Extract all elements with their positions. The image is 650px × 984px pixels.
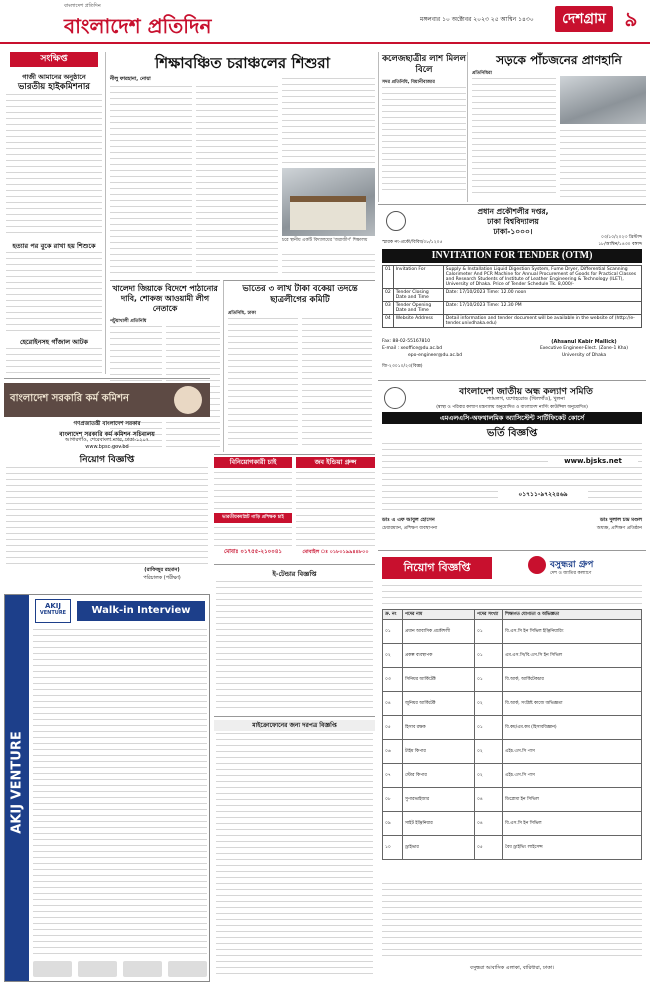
jobs-cell-req: ডিপ্লোমা ইন সিভিল <box>503 788 642 812</box>
jobs-col-header: পদের নাম <box>403 610 475 620</box>
lead-headline: শিক্ষাবঞ্চিত চরাঞ্চলের শিশুরা <box>154 54 331 72</box>
akij-walkin-ad <box>4 594 210 982</box>
tender-city: ঢাকা-১০০০। <box>493 227 533 236</box>
jobs-cell-no: ০২ <box>383 644 403 668</box>
jobs-cell-post: সাইট ইঞ্জিনিয়ার <box>403 812 475 836</box>
ad-phone-1: মোবাঃ ০১৭৫৫-২১০০৪১ <box>224 549 282 555</box>
tender-row <box>383 266 642 289</box>
classified-ads <box>214 454 375 560</box>
jobs-cell-no: ১০ <box>383 836 403 860</box>
khaleda-byline: পটুয়াখালী প্রতিনিধি <box>110 319 147 324</box>
tender-title: INVITATION FOR TENDER (OTM) <box>382 249 642 263</box>
jobs-row <box>383 836 642 860</box>
jobs-cell-req: বি.আর্ক, সংশ্লিষ্ট কাজে অভিজ্ঞতা <box>503 692 642 716</box>
tender-office: প্রধান প্রকৌশলীর দপ্তর, <box>477 207 549 216</box>
tender-signer: (Ahsanul Kabir Mallick) <box>551 339 617 345</box>
jobs-title: নিয়োগ বিজ্ঞপ্তি <box>382 557 492 579</box>
accident-headline: সড়কে পাঁচজনের প্রাণহানি <box>496 53 622 67</box>
jobs-cell-count: ০১ <box>475 716 503 740</box>
tender-cell: Tender Opening Date and Time <box>393 302 443 315</box>
page-number: ৯ <box>624 7 638 31</box>
jobs-cell-no: ০৮ <box>383 788 403 812</box>
ad-trainer-title: ভারতীয়কমপ্লিট গাড়ি প্রশিক্ষক চাই <box>214 513 292 523</box>
bpsc-secretariat: বাংলাদেশ সরকারি কর্ম কমিশন সচিবালয় <box>59 431 155 438</box>
jobs-cell-post: হিসাব রক্ষক <box>403 716 475 740</box>
newspaper-logo: বাংলাদেশ প্রতিদিন <box>64 14 212 38</box>
committee-headline: ভাতের ৩ লাখ টাকা বকেয়া তদন্তে ছাত্রলীগের কমিটি <box>242 284 358 305</box>
logo-tagline: বাংলাদেশ প্রতিদিন <box>64 3 101 9</box>
jobs-cell-post: স্টোর কিপার <box>403 764 475 788</box>
tender-ref: জি-২৩০১০/২৩(বিজ্ঞ) <box>382 364 423 369</box>
tender-cell: 04 <box>383 315 394 328</box>
section-title: দেশগ্রাম <box>555 6 613 32</box>
bpsc-notice <box>4 378 210 590</box>
brand-logo-1 <box>33 961 72 977</box>
ad-investor-body <box>214 470 292 510</box>
tender-cell: Supply & Installation Liquid Digestion System, Fume Dryer, Differential Scanning Calorimeter And PCR Machine for Annual Procurement of Goods for Practical Classes and Research Students of Institute of Leather Engineering & Technology (ILET), University of Dhaka. Price of Tender Schedule Tk. 8,000/- <box>443 266 641 289</box>
tender-table <box>382 265 642 328</box>
jobs-intro <box>382 583 642 605</box>
jobs-cell-req: বি.এস.সি ইন সিভিল ইঞ্জিনিয়ারিং <box>503 620 642 644</box>
tender-cell: Tender Closing Date and Time <box>393 289 443 302</box>
lead-body-col3 <box>282 76 375 164</box>
mid-byline: সদর প্রতিনিধি, বিয়ানীবাজার <box>382 80 435 85</box>
tender-table-wrap <box>382 265 642 328</box>
lead-body-col2 <box>196 84 278 277</box>
mid-story <box>378 52 468 202</box>
brand-logo-3 <box>123 961 162 977</box>
akij-logo <box>35 599 71 623</box>
brief-3-body <box>6 346 102 374</box>
jobs-cell-post: প্রধান আবাসিক প্রকৌশলী <box>403 620 475 644</box>
etender-notice <box>214 564 375 714</box>
admission-body <box>382 441 642 511</box>
accident-byline: প্রতিনিধিরা <box>472 71 492 76</box>
akij-title: Walk-in Interview <box>77 601 205 621</box>
jobs-cell-req: এম.এস.সি/বি.এস.সি ইন সিভিল <box>503 644 642 668</box>
issue-date: মঙ্গলবার ১০ অক্টোবর ২০২৩ ২৫ আশ্বিন ১৪৩০ <box>420 16 534 23</box>
akij-logo-text: AKIJ <box>44 602 62 610</box>
admission-org: বাংলাদেশ জাতীয় অন্ধ কল্যাণ সমিতি <box>459 387 593 397</box>
bashundhara-logo-icon <box>528 556 546 574</box>
admission-approval: (স্বাস্থ্য ও পরিবার কল্যাণ মন্ত্রণালয় অনুমোদিত ও বাংলাদেশ নার্সিং কাউন্সিল অনুমোদিত) <box>436 405 588 410</box>
jobs-cell-post: সুপারভাইজার <box>403 788 475 812</box>
jobs-row <box>383 764 642 788</box>
jobs-col-header: ক্র. নং <box>383 610 403 620</box>
ad-job-body <box>296 470 375 510</box>
jobs-table-body <box>383 620 642 860</box>
bashundhara-jobs <box>378 550 646 982</box>
masthead <box>0 0 650 44</box>
admission-course: এমএলএসি-অফথালমিক অ্যাসিস্টেন্ট সার্টিফিকেট কোর্সে <box>382 412 642 424</box>
jobs-col-header: পদের সংখ্যা <box>475 610 503 620</box>
jobs-cell-req: বি.আর্ক, আর্কিটেকচার <box>503 668 642 692</box>
committee-body-1 <box>228 316 298 449</box>
committee-story <box>223 280 375 452</box>
tender-cell: Date: 17/10/2023 Time: 12.00 noon <box>443 289 641 302</box>
brief-1-subtitle: ভারতীয় হাইকমিশনার <box>18 82 90 92</box>
tender-date-en: ০৩/১০/২০২৩ খ্রিস্টাব্দ <box>600 235 642 240</box>
jobs-cell-count: ০৪ <box>475 812 503 836</box>
bpsc-banner-text: বাংলাদেশ সরকারি কর্ম কমিশন <box>10 393 129 404</box>
accident-photo <box>560 76 646 124</box>
etender-title: ই-টেন্ডার বিজ্ঞপ্তি <box>272 570 317 578</box>
ad-job-body-2 <box>296 513 375 547</box>
lead-byline: নীলু ফারহানা, নোয়া <box>110 76 151 82</box>
admission-website[interactable]: www.bjsks.net <box>548 457 638 465</box>
tender-signer-org: University of Dhaka <box>561 353 607 358</box>
tender-university: ঢাকা বিশ্ববিদ্যালয় <box>487 217 539 226</box>
jobs-conditions <box>382 881 642 961</box>
admission-title: ভর্তি বিজ্ঞপ্তি <box>486 428 538 439</box>
jobs-cell-req: এইচ.এস.সি পাস <box>503 764 642 788</box>
jobs-cell-count: ০১ <box>475 644 503 668</box>
lead-story <box>110 52 375 277</box>
akij-body <box>33 627 207 957</box>
brief-3-title: হেরোইনসহ গাঁজাল আটক <box>20 338 88 346</box>
brief-1-body <box>6 92 102 237</box>
tender-row <box>383 302 642 315</box>
jobs-cell-count: ০২ <box>475 740 503 764</box>
akij-logo-sub: VENTURE <box>39 610 67 616</box>
accident-story <box>472 52 646 202</box>
tender-cell: Detail information and tender document will be available in the website of (http://e-tender.univdhaka.edu) <box>443 315 641 328</box>
jobs-cell-count: ০১ <box>475 620 503 644</box>
ad-investor-title: বিনিয়োগকারী চাই <box>214 457 292 468</box>
tender-email-2: epo-engineer@du.ac.bd <box>408 353 463 358</box>
jobs-cell-req: বৈধ ড্রাইভিং লাইসেন্স <box>503 836 642 860</box>
lead-body-col4 <box>282 252 375 277</box>
admission-phone: ০১৭১১-৯৭২২৪৬৯ <box>498 489 588 500</box>
jobs-cell-post: ড্রাইভার <box>403 836 475 860</box>
jobs-col-header: শিক্ষাগত যোগ্যতা ও অভিজ্ঞতা <box>503 610 642 620</box>
brief-2-body <box>6 250 102 332</box>
jobs-row <box>383 812 642 836</box>
brief-1-title: গাজী আমানের অনুষ্ঠানে <box>22 73 86 81</box>
bpsc-banner <box>4 383 210 417</box>
jobs-cell-post: জুনিয়র আর্কিটেক্ট <box>403 692 475 716</box>
jobs-footer: বসুন্ধরা আবাসিক এলাকা, বারিধারা, ঢাকা। <box>470 965 554 971</box>
brief-news-column <box>4 52 106 374</box>
akij-side-bar <box>5 595 29 981</box>
akij-brand-logos <box>33 961 207 977</box>
jobs-cell-req: এইচ.এস.সি পাস <box>503 740 642 764</box>
admission-notice <box>378 380 646 546</box>
etender-body <box>216 579 373 709</box>
jobs-table <box>382 609 642 860</box>
jobs-company-sub: দেশ ও জাতির কল্যাণে <box>550 571 592 576</box>
jobs-cell-no: ০৩ <box>383 668 403 692</box>
jobs-cell-count: ০২ <box>475 692 503 716</box>
lead-body-col1 <box>110 84 192 277</box>
tender-cell: 03 <box>383 302 394 315</box>
jobs-row <box>383 620 642 644</box>
jobs-cell-no: ০৬ <box>383 740 403 764</box>
tender-email: E-mail : xeoffice@du.ac.bd <box>382 346 443 351</box>
admission-signer-right: ডাঃ দুলাল চন্দ্র মণ্ডল <box>599 517 642 523</box>
tender-row <box>383 289 642 302</box>
jobs-row <box>383 668 642 692</box>
jobs-cell-req: বি.কম/এম.কম (হিসাববিজ্ঞান) <box>503 716 642 740</box>
jobs-row <box>383 740 642 764</box>
brand-logo-4 <box>168 961 207 977</box>
microphone-notice <box>214 716 375 982</box>
khaleda-headline: খালেদা জিয়াকে বিদেশে পাঠানোর দাবি, শোকজ আওয়ামী লীগ নেতাকে <box>112 284 218 313</box>
bpsc-website[interactable]: www.bpsc.gov.bd <box>85 444 129 450</box>
microphone-body <box>216 731 373 977</box>
tender-row <box>383 315 642 328</box>
ad-trainer-body <box>214 525 292 547</box>
committee-byline: প্রতিনিধি, ঢাকা <box>228 311 256 316</box>
accident-body-col2 <box>560 128 646 198</box>
admission-signer-right-title: অধ্যক্ষ, প্রশিক্ষণ প্রতিষ্ঠান <box>596 526 642 531</box>
brief-2-title: হত্যার পর বুকে রাখা হয় শিশুকে <box>12 242 96 250</box>
bpsc-signer-title: পরিচালক (পরীক্ষা) <box>143 575 181 581</box>
jobs-cell-req: বি.এস.সি ইন সিভিল <box>503 812 642 836</box>
akij-side-brand: AKIJ VENTURE <box>9 731 25 834</box>
committee-body-2 <box>302 316 372 449</box>
jobs-cell-count: ০৫ <box>475 836 503 860</box>
jobs-cell-post: সিনিয়র আর্কিটেক্ট <box>403 668 475 692</box>
mid-body <box>382 85 466 195</box>
jobs-cell-no: ০৫ <box>383 716 403 740</box>
jobs-row <box>383 788 642 812</box>
jobs-row <box>383 644 642 668</box>
ad-phone-2: মোবাইল ঃ ০১৮০১৯৯৪৪৮০০ <box>302 549 369 555</box>
microphone-title: মাইক্রোফোনের জন্য দরপত্র বিজ্ঞপ্তি <box>214 720 375 731</box>
jobs-company: বসুন্ধরা গ্রুপ <box>550 560 594 570</box>
admission-signer-left: ডাঃ এ এফ আবুল হোসেন <box>382 517 435 523</box>
jobs-cell-count: ০২ <box>475 764 503 788</box>
tender-cell: 02 <box>383 289 394 302</box>
tender-cell: Website Address <box>393 315 443 328</box>
jobs-cell-count: ০৪ <box>475 788 503 812</box>
brief-section-title: সংক্ষিপ্ত <box>10 52 98 67</box>
jobs-cell-no: ০৪ <box>383 692 403 716</box>
admission-signer-left-title: চেয়ারম্যান, প্রশিক্ষণ ব্যবস্থাপনা <box>382 526 438 531</box>
tender-cell: Invitation For <box>393 266 443 289</box>
tender-cell: 01 <box>383 266 394 289</box>
jobs-cell-post: প্রকল্প ব্যবস্থাপক <box>403 644 475 668</box>
jobs-cell-no: ০৯ <box>383 812 403 836</box>
bpsc-title: নিয়োগ বিজ্ঞপ্তি <box>79 455 135 465</box>
mid-headline: কলেজছাত্রীর লাশ মিলল বিলে <box>382 54 466 75</box>
jobs-row <box>383 692 642 716</box>
tender-date-bn: ১৮/আশ্বিন/১৪৩০ বঙ্গাব্দ <box>598 242 642 247</box>
school-building-shape <box>290 196 366 230</box>
bpsc-body <box>6 465 208 565</box>
ad-job-title: জব ইন্ডিয়া গ্রুপ্স <box>296 457 375 468</box>
accident-body-col1 <box>472 76 556 198</box>
bpsc-signer: (রাফিজুর রহমান) <box>144 567 180 573</box>
bpsc-gov: গণপ্রজাতন্ত্রী বাংলাদেশ সরকার <box>73 421 141 427</box>
jobs-cell-count: ০১ <box>475 668 503 692</box>
tender-signer-title: Executive Engineer-Elect. (Zone-1 Kha) <box>539 346 629 351</box>
university-seal-icon <box>386 211 406 231</box>
jobs-header-row <box>383 610 642 620</box>
admission-address: শ্যামলগ, যশোহরোড (খিলগাঁও), খুলনা <box>487 396 565 402</box>
jobs-row <box>383 716 642 740</box>
brand-logo-2 <box>78 961 117 977</box>
jobs-cell-post: টাইম কিপার <box>403 740 475 764</box>
bpsc-address: আগারগাঁও, শেরেবাংলা নগর, ঢাকা-১২০৭ <box>64 437 149 443</box>
jobs-cell-no: ০৭ <box>383 764 403 788</box>
tender-cell: Date: 17/10/2023 Time: 12.30 PM <box>443 302 641 315</box>
school-photo <box>282 168 375 236</box>
jobs-cell-no: ০১ <box>383 620 403 644</box>
jobs-table-wrap <box>382 609 642 860</box>
tender-fax: Fax: 88-02-55167810 <box>382 339 431 344</box>
tender-memo: স্মারক নং-প্রকৌ/বিবিধ/০৮/১২০৫ <box>382 240 443 245</box>
photo-caption: চরে স্থানীয় একটি বিদ্যালয়ের 'জরাজীর্ণ' শিক্ষালয় <box>282 238 368 243</box>
du-tender-notice <box>378 204 646 378</box>
bpsc-portrait <box>174 386 202 414</box>
